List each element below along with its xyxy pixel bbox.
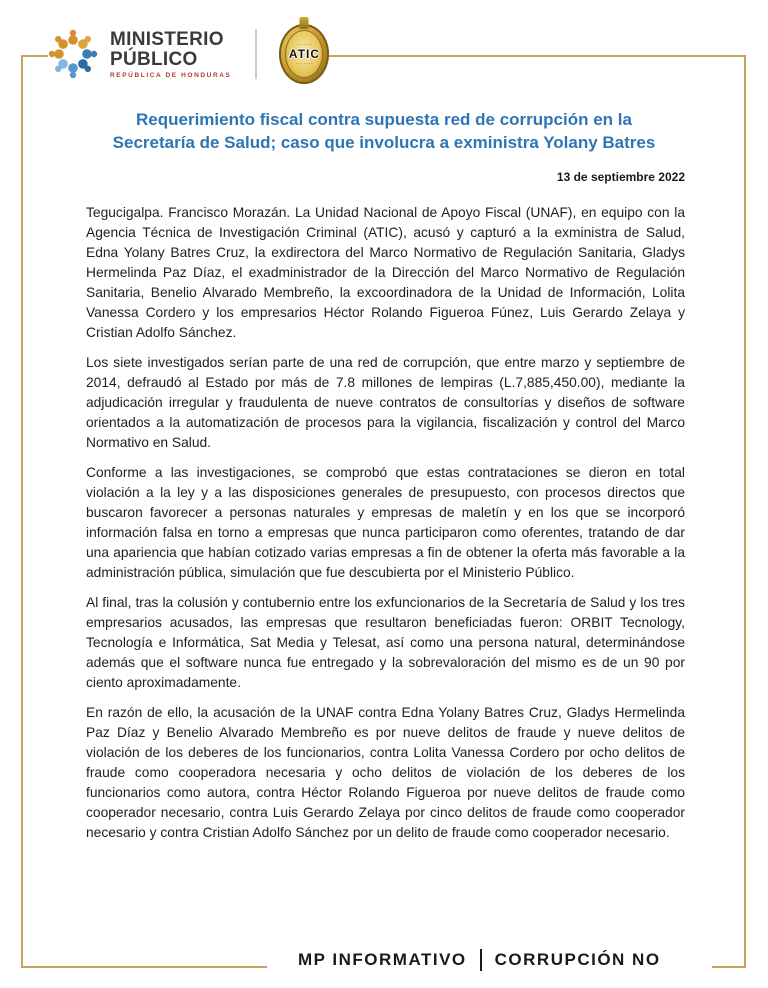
frame-right-line: [744, 55, 746, 968]
ministerio-publico-logo-icon: [46, 27, 100, 81]
header-divider: [255, 29, 257, 79]
atic-badge-icon: [279, 24, 329, 84]
frame-bottom-left-line: [21, 966, 267, 968]
frame-top-right-line: [322, 55, 746, 57]
paragraph-5: En razón de ello, la acusación de la UNAF contra Edna Yolany Batres Cruz, Gladys Hermelinda Paz Díaz y Benelio Alvarado Membreño es por nueve delitos de fraude y nueve delitos de violación de los deberes de los funcionarios, contra Lolita Vanessa Cordero por ocho delitos de fraude como cooperadora necesaria y ocho delitos de violación de los deberes de los funcionarios como autora, contra Héctor Rolando Figueroa por nueve delitos de fraude como cooperador necesario, contra Luis Gerardo Zelaya por cinco delitos de fraude como cooperador necesario y contra Cristian Adolfo Sánchez por un delito de fraude como cooperador necesario.: [86, 705, 685, 840]
frame-left-line: [21, 55, 23, 968]
paragraph-1: Tegucigalpa. Francisco Morazán. La Unidad Nacional de Apoyo Fiscal (UNAF), en equipo con la Agencia Técnica de Investigación Criminal (ATIC), acusó y capturó a la exministra de Salud, Edna Yolany Batres Cruz, la exdirectora del Marco Normativo de Regulación Sanitaria, Gladys Hermelinda Paz Díaz, el exadministrador de la Dirección del Marco Normativo de Regulación Sanitaria, Benelio Alvarado Membreño, la excoordinadora de la Unidad de Información, Lolita Vanessa Cordero y los empresarios Héctor Rolando Figueroa Fúnez, Luis Gerardo Zelaya y Cristian Adolfo Sánchez.: [86, 205, 685, 340]
paragraph-4: Al final, tras la colusión y contubernio entre los exfuncionarios de la Secretaría de Salud y los tres empresarios acusados, las empresas que resultaron beneficiadas fueron: ORBIT Tecnology, Tecnología e Informática, Sat Media y Telesat, así como una persona natural, determinándose además que el software nunca fue entregado y la sobrevaloración del mismo es de un 90 por ciento aproximadamente.: [86, 595, 685, 690]
page-title-line1: Requerimiento fiscal contra supuesta red de corrupción en la: [136, 110, 632, 129]
org-name-line2: PÚBLICO: [110, 48, 198, 70]
paragraph-2: Los siete investigados serían parte de una red de corrupción, que entre marzo y septiembre de 2014, defraudó al Estado por más de 7.8 millones de lempiras (L.7,885,450.00), mediante la adjudicación irregular y fraudulenta de nueve contratos de consultorías y diseños de software orientados a la automatización de procesos para la vigilancia, fiscalización y control del Marco Normativo en Salud.: [86, 355, 685, 450]
frame-bottom-right-line: [712, 966, 746, 968]
footer-label-left: MP INFORMATIVO: [298, 950, 467, 969]
frame-top-left-line: [21, 55, 48, 57]
atic-badge-inner: [285, 30, 323, 78]
page-title: [70, 108, 698, 154]
page-title-line2: Secretaría de Salud; caso que involucra a exministra Yolany Batres: [112, 133, 656, 152]
people-circle-icon: [49, 30, 97, 78]
document-date: 13 de septiembre 2022: [556, 170, 685, 184]
atic-label: ATIC: [288, 47, 321, 61]
org-subtitle: REPÚBLICA DE HONDURAS: [110, 71, 232, 79]
ministerio-publico-wordmark: [110, 30, 231, 79]
atic-crest-icon: [300, 17, 309, 29]
atic-arc-text-top: ·········: [296, 42, 313, 47]
footer-banner: [298, 949, 661, 971]
footer-divider: [480, 949, 482, 971]
org-name-line1: MINISTERIO: [110, 28, 224, 50]
body-text: [86, 203, 685, 853]
atic-arc-text-bottom: ·········: [296, 61, 313, 66]
footer-label-right: CORRUPCIÓN NO: [494, 950, 661, 969]
paragraph-3: Conforme a las investigaciones, se comprobó que estas contrataciones se dieron en total violación a la ley y a las disposiciones generales de presupuesto, con procesos directos que buscaron favorecer a personas naturales y empresas de maletín y en los que se incorporó información falsa en torno a empresas que nunca participaron como oferentes, tratando de dar una apariencia que habían cotizado varias empresas a fin de obtener la oferta más favorable a la administración pública, simulación que fue descubierta por el Ministerio Público.: [86, 465, 685, 580]
header: [46, 24, 329, 84]
